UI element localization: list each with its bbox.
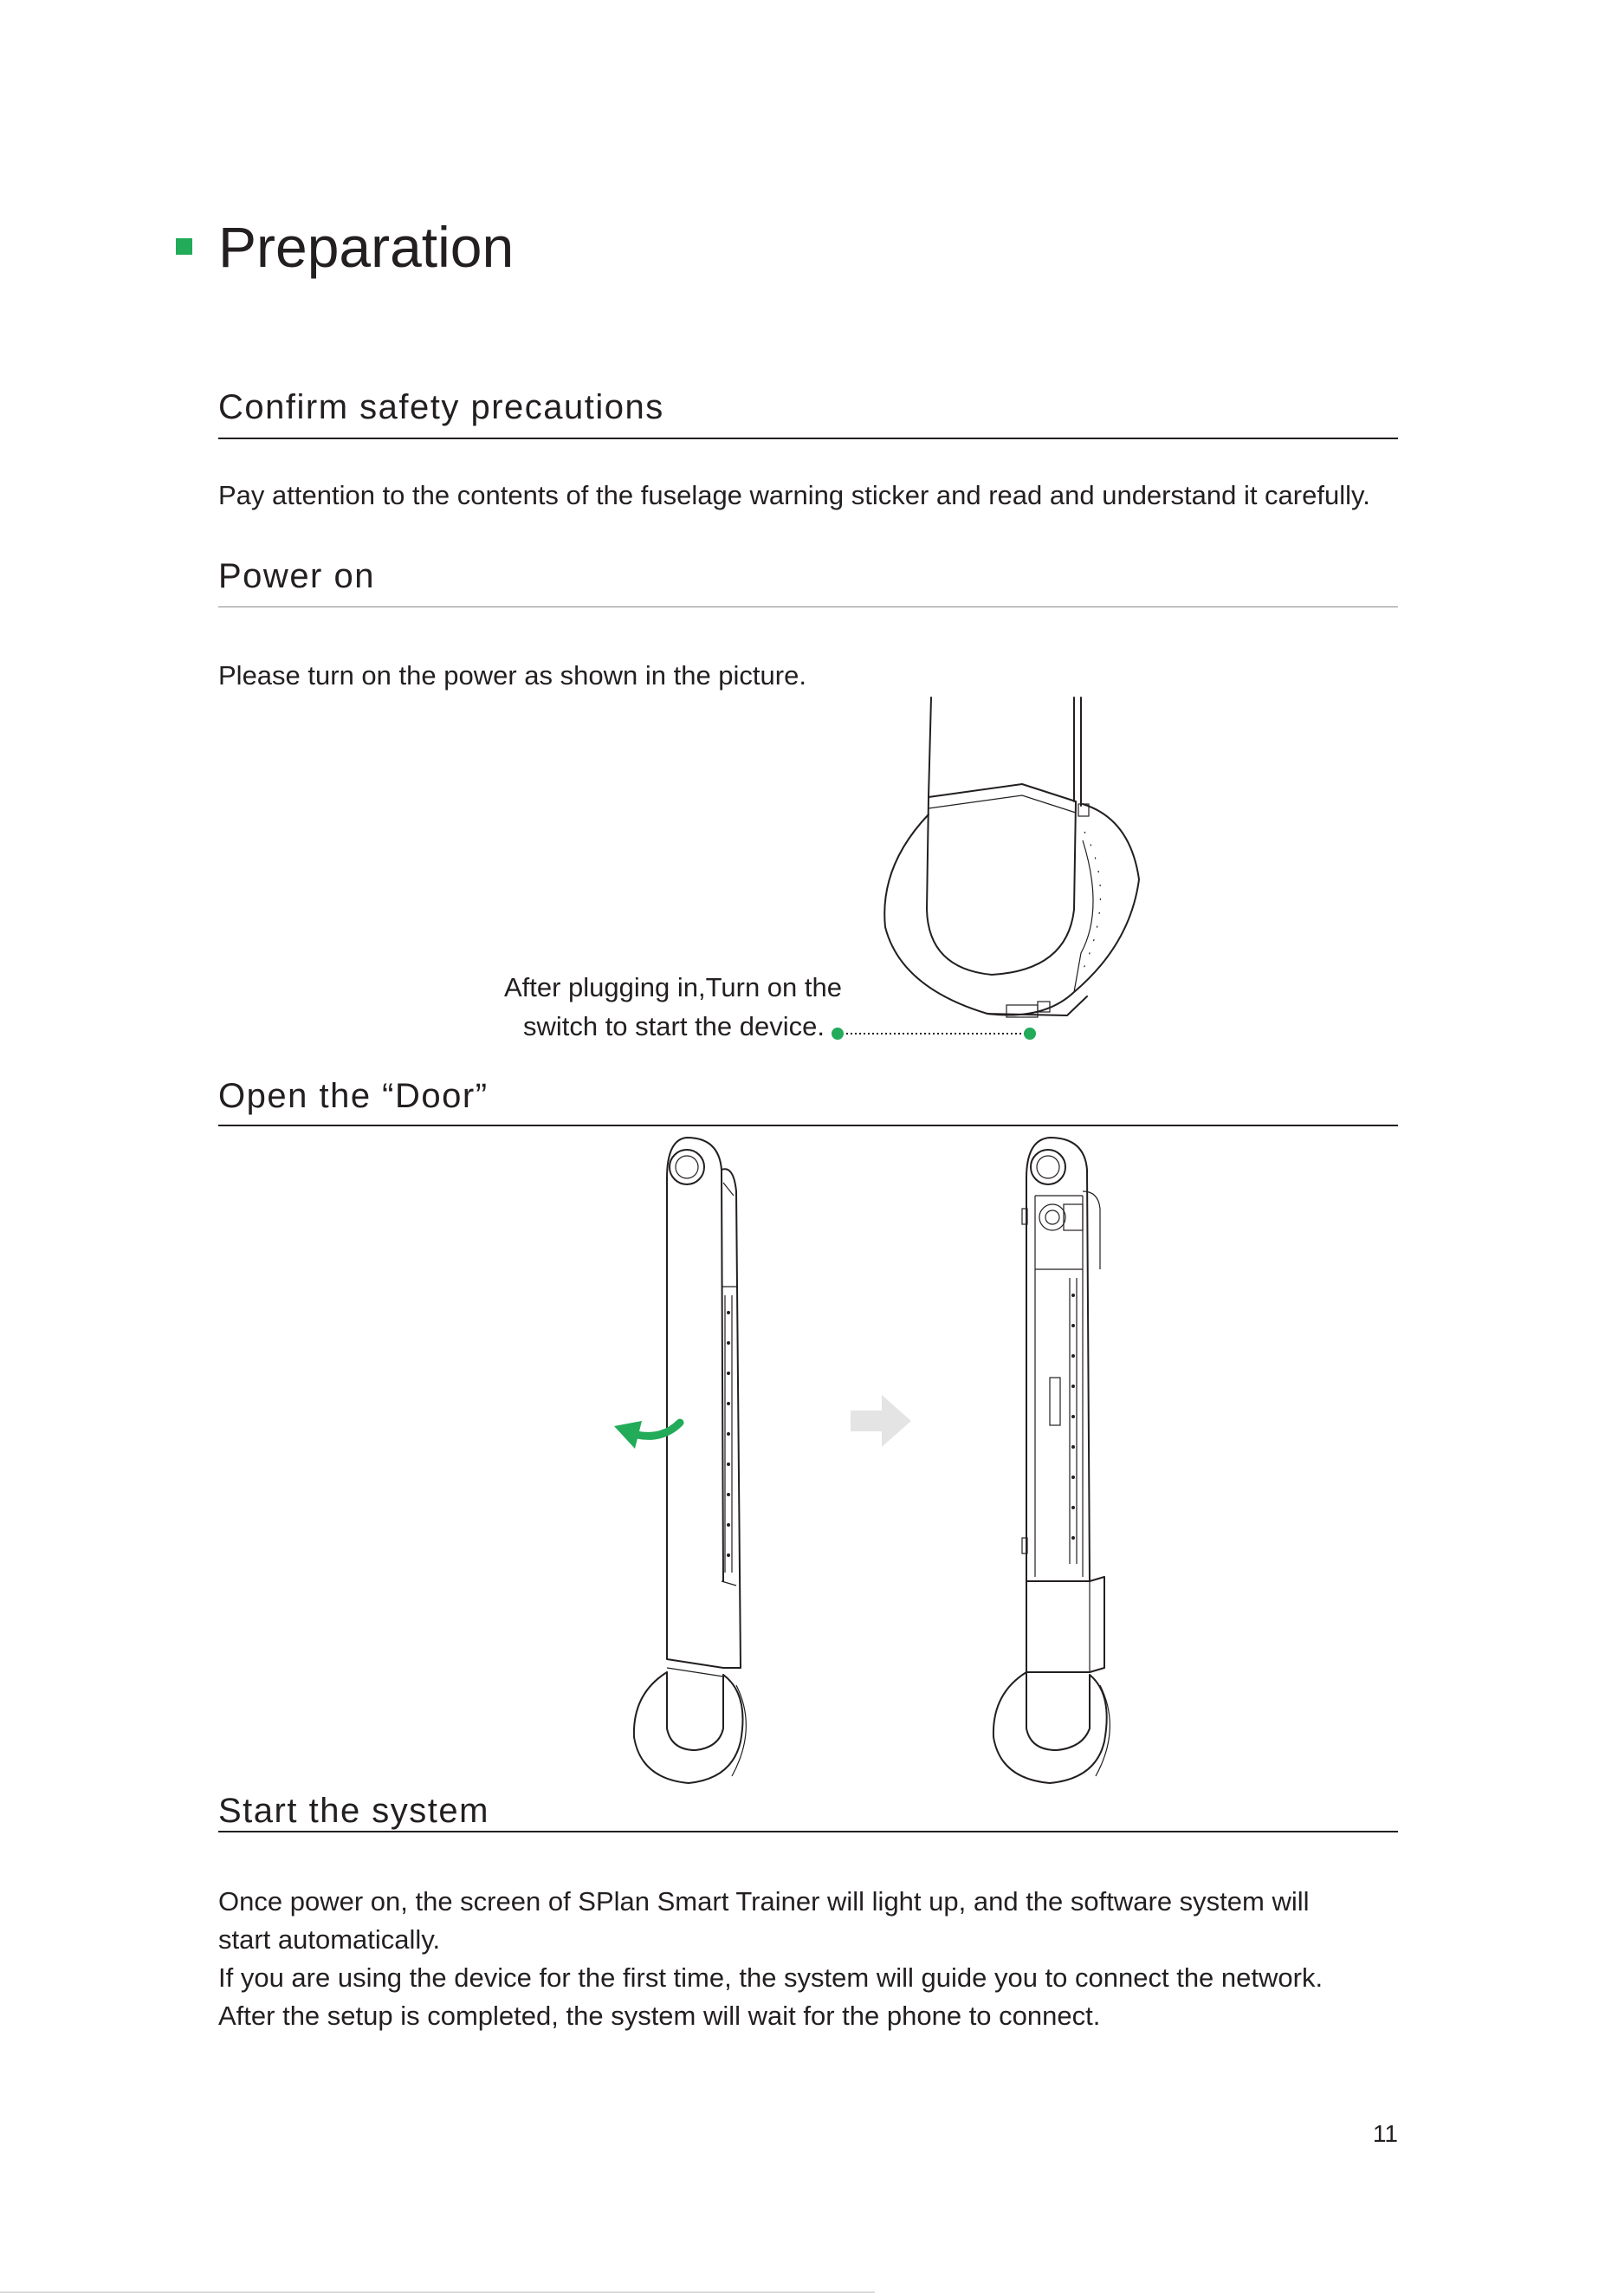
divider [218, 606, 1398, 607]
curved-arrow-icon [611, 1412, 689, 1456]
device-open-illustration [987, 1131, 1143, 1798]
page-number: 11 [1372, 2120, 1398, 2147]
callout-leader [827, 1022, 1035, 1048]
heading-power-on: Power on [218, 557, 375, 595]
start-text-line-1: Once power on, the screen of SPlan Smart Trainer will light up, and the software system will [218, 1886, 1310, 1917]
footer-line [0, 2292, 875, 2293]
device-power-illustration [866, 693, 1161, 1040]
start-text-line-2: start automatically. [218, 1924, 441, 1955]
safety-text: Pay attention to the contents of the fuselage warning sticker and read and understand it carefully. [218, 480, 1370, 510]
divider [218, 438, 1398, 439]
heading-open-door: Open the “Door” [218, 1077, 489, 1115]
callout-line-1: After plugging in,Turn on the [503, 972, 842, 1002]
heading-start-system: Start the system [218, 1792, 489, 1830]
start-text-line-3: If you are using the device for the first time, the system will guide you to connect the network. [218, 1962, 1324, 1993]
section-bullet-icon [176, 238, 192, 255]
right-arrow-icon [849, 1386, 918, 1456]
power-text: Please turn on the power as shown in the picture. [218, 660, 806, 691]
device-closed-illustration [628, 1131, 780, 1798]
page-title: Preparation [218, 215, 515, 279]
callout-line-2: switch to start the device. [522, 1011, 825, 1041]
divider [218, 1125, 1398, 1126]
start-text-line-4: After the setup is completed, the system will wait for the phone to connect. [218, 2001, 1101, 2031]
divider [218, 1831, 1398, 1832]
heading-safety: Confirm safety precautions [218, 388, 664, 426]
